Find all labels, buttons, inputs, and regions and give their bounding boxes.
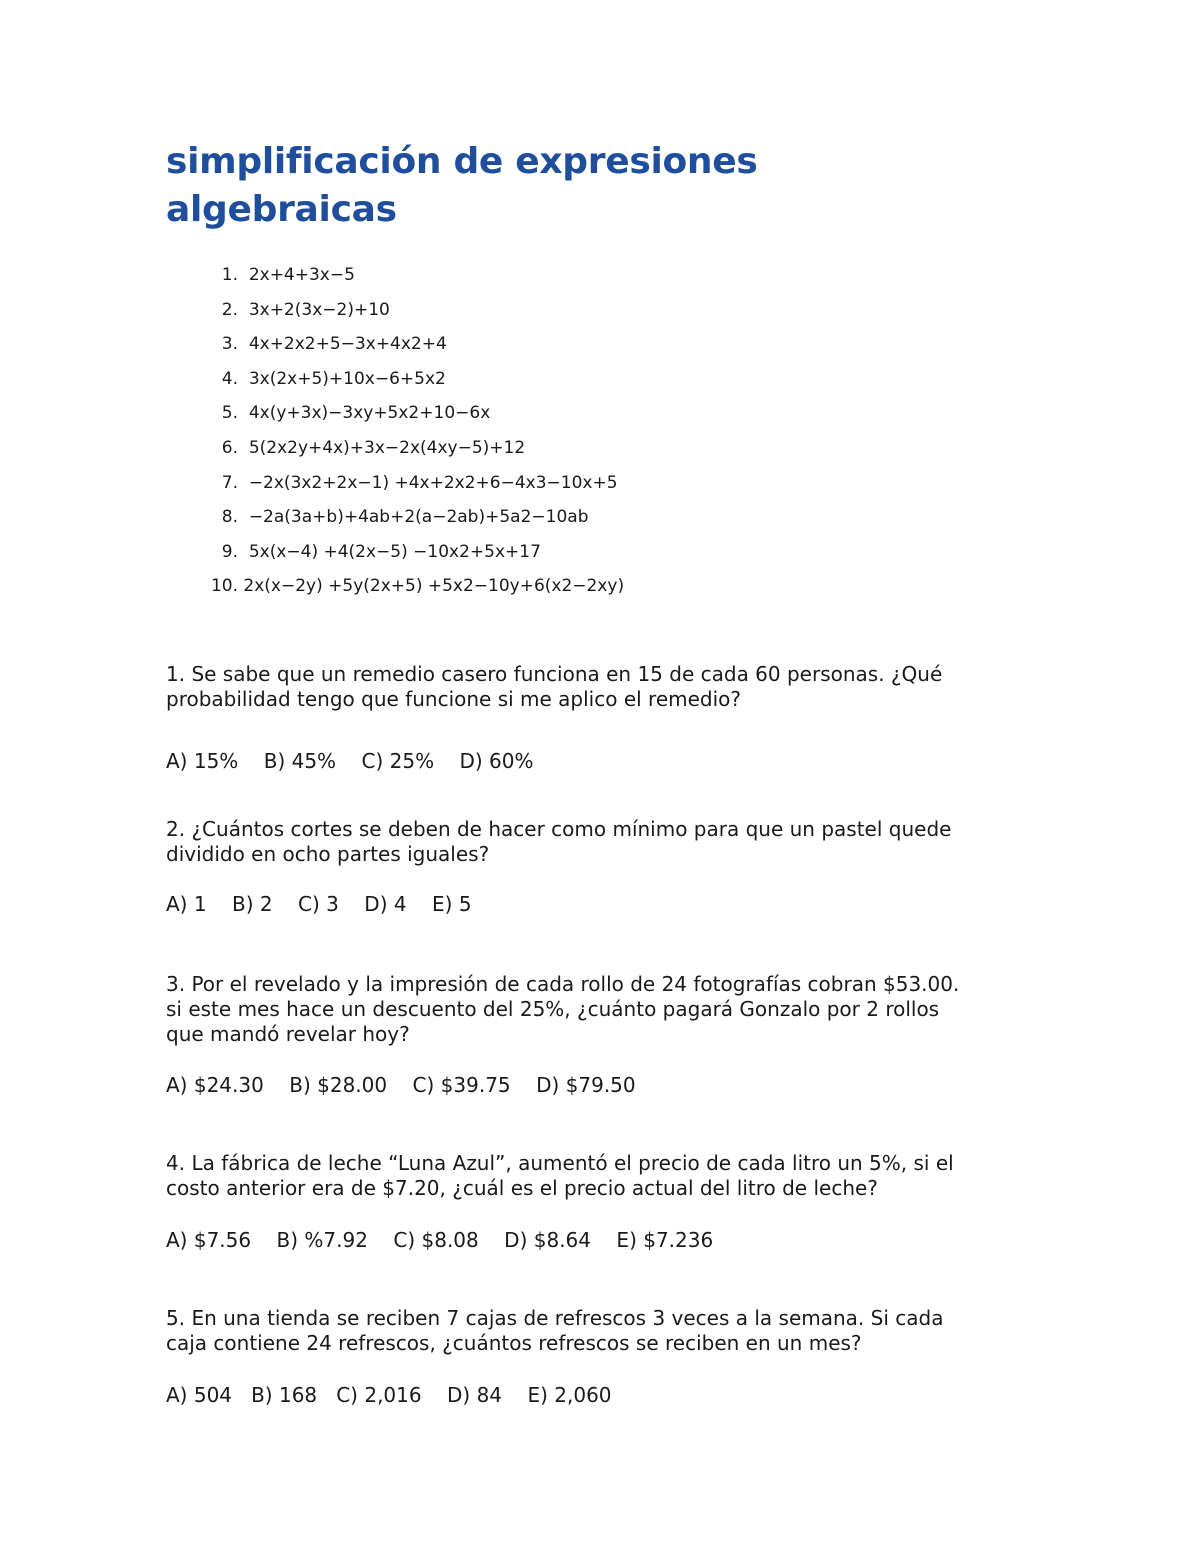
page-title: simplificación de expresiones algebraicas: [166, 141, 758, 230]
item-expression: 4x+2x2+5−3x+4x2+4: [248, 334, 447, 355]
item-expression: 4x(y+3x)−3xy+5x2+10−6x: [248, 403, 491, 424]
expression-item: [166, 258, 966, 293]
item-expression: −2a(3a+b)+4ab+2(a−2ab)+5a2−10ab: [248, 507, 589, 528]
question-2: [166, 817, 966, 917]
item-expression: 5x(x−4) +4(2x−5) −10x2+5x+17: [248, 541, 541, 562]
question-options: A) 1 B) 2 C) 3 D) 4 E) 5: [166, 891, 472, 916]
item-expression: 2x+4+3x−5: [248, 265, 355, 285]
item-number: 3.: [221, 334, 238, 355]
question-options: A) $7.56 B) %7.92 C) $8.08 D) $8.64 E) $7.236: [166, 1227, 714, 1252]
item-expression: −2x(3x2+2x−1) +4x+2x2+6−4x3−10x+5: [248, 472, 618, 493]
item-number: 1.: [221, 265, 238, 285]
item-expression: 2x(x−2y) +5y(2x+5) +5x2−10y+6(x2−2xy): [243, 576, 625, 597]
question-options: A) $24.30 B) $28.00 C) $39.75 D) $79.50: [166, 1072, 636, 1097]
question-4: [166, 1151, 966, 1253]
item-number: 8.: [221, 507, 238, 528]
expression-item: [166, 327, 966, 362]
question-text: 5. En una tienda se reciben 7 cajas de refrescos 3 veces a la semana. Si cada caja contiene 24 refrescos, ¿cuántos refrescos se reciben en un mes?: [166, 1305, 944, 1355]
expression-list: [166, 258, 966, 604]
question-options: A) 504 B) 168 C) 2,016 D) 84 E) 2,060: [166, 1382, 612, 1407]
question-text: 4. La fábrica de leche “Luna Azul”, aumentó el precio de cada litro un 5%, si el costo anterior era de $7.20, ¿cuál es el precio actual del litro de leche?: [166, 1150, 954, 1200]
expression-item: [166, 500, 966, 535]
expression-item: [166, 431, 966, 466]
item-number: 10.: [210, 576, 238, 597]
item-number: 6.: [221, 437, 238, 458]
expression-item: [166, 466, 966, 501]
question-5: [166, 1306, 966, 1408]
expression-item: [166, 396, 966, 431]
question-text: 1. Se sabe que un remedio casero funciona en 15 de cada 60 personas. ¿Qué probabilidad tengo que funcione si me aplico el remedio?: [166, 661, 943, 711]
question-1: [166, 662, 966, 774]
expression-item: [166, 362, 966, 397]
item-expression: 3x+2(3x−2)+10: [248, 299, 390, 320]
item-number: 5.: [221, 403, 238, 424]
question-3: [166, 972, 966, 1098]
expression-item: [166, 293, 966, 328]
item-number: 2.: [221, 299, 238, 320]
item-number: 9.: [221, 541, 238, 562]
item-number: 4.: [221, 368, 238, 389]
item-number: 7.: [221, 472, 238, 493]
question-text: 3. Por el revelado y la impresión de cada rollo de 24 fotografías cobran $53.00. si este mes hace un descuento del 25%, ¿cuánto pagará Gonzalo por 2 rollos que mandó revelar hoy?: [166, 971, 960, 1046]
question-options: A) 15% B) 45% C) 25% D) 60%: [166, 748, 534, 773]
item-expression: 3x(2x+5)+10x−6+5x2: [248, 368, 446, 389]
expression-item: [166, 569, 966, 604]
document-page: [166, 138, 966, 1408]
expression-item: [166, 535, 966, 570]
question-text: 2. ¿Cuántos cortes se deben de hacer como mínimo para que un pastel quede dividido en ocho partes iguales?: [166, 816, 952, 866]
item-expression: 5(2x2y+4x)+3x−2x(4xy−5)+12: [248, 437, 526, 458]
